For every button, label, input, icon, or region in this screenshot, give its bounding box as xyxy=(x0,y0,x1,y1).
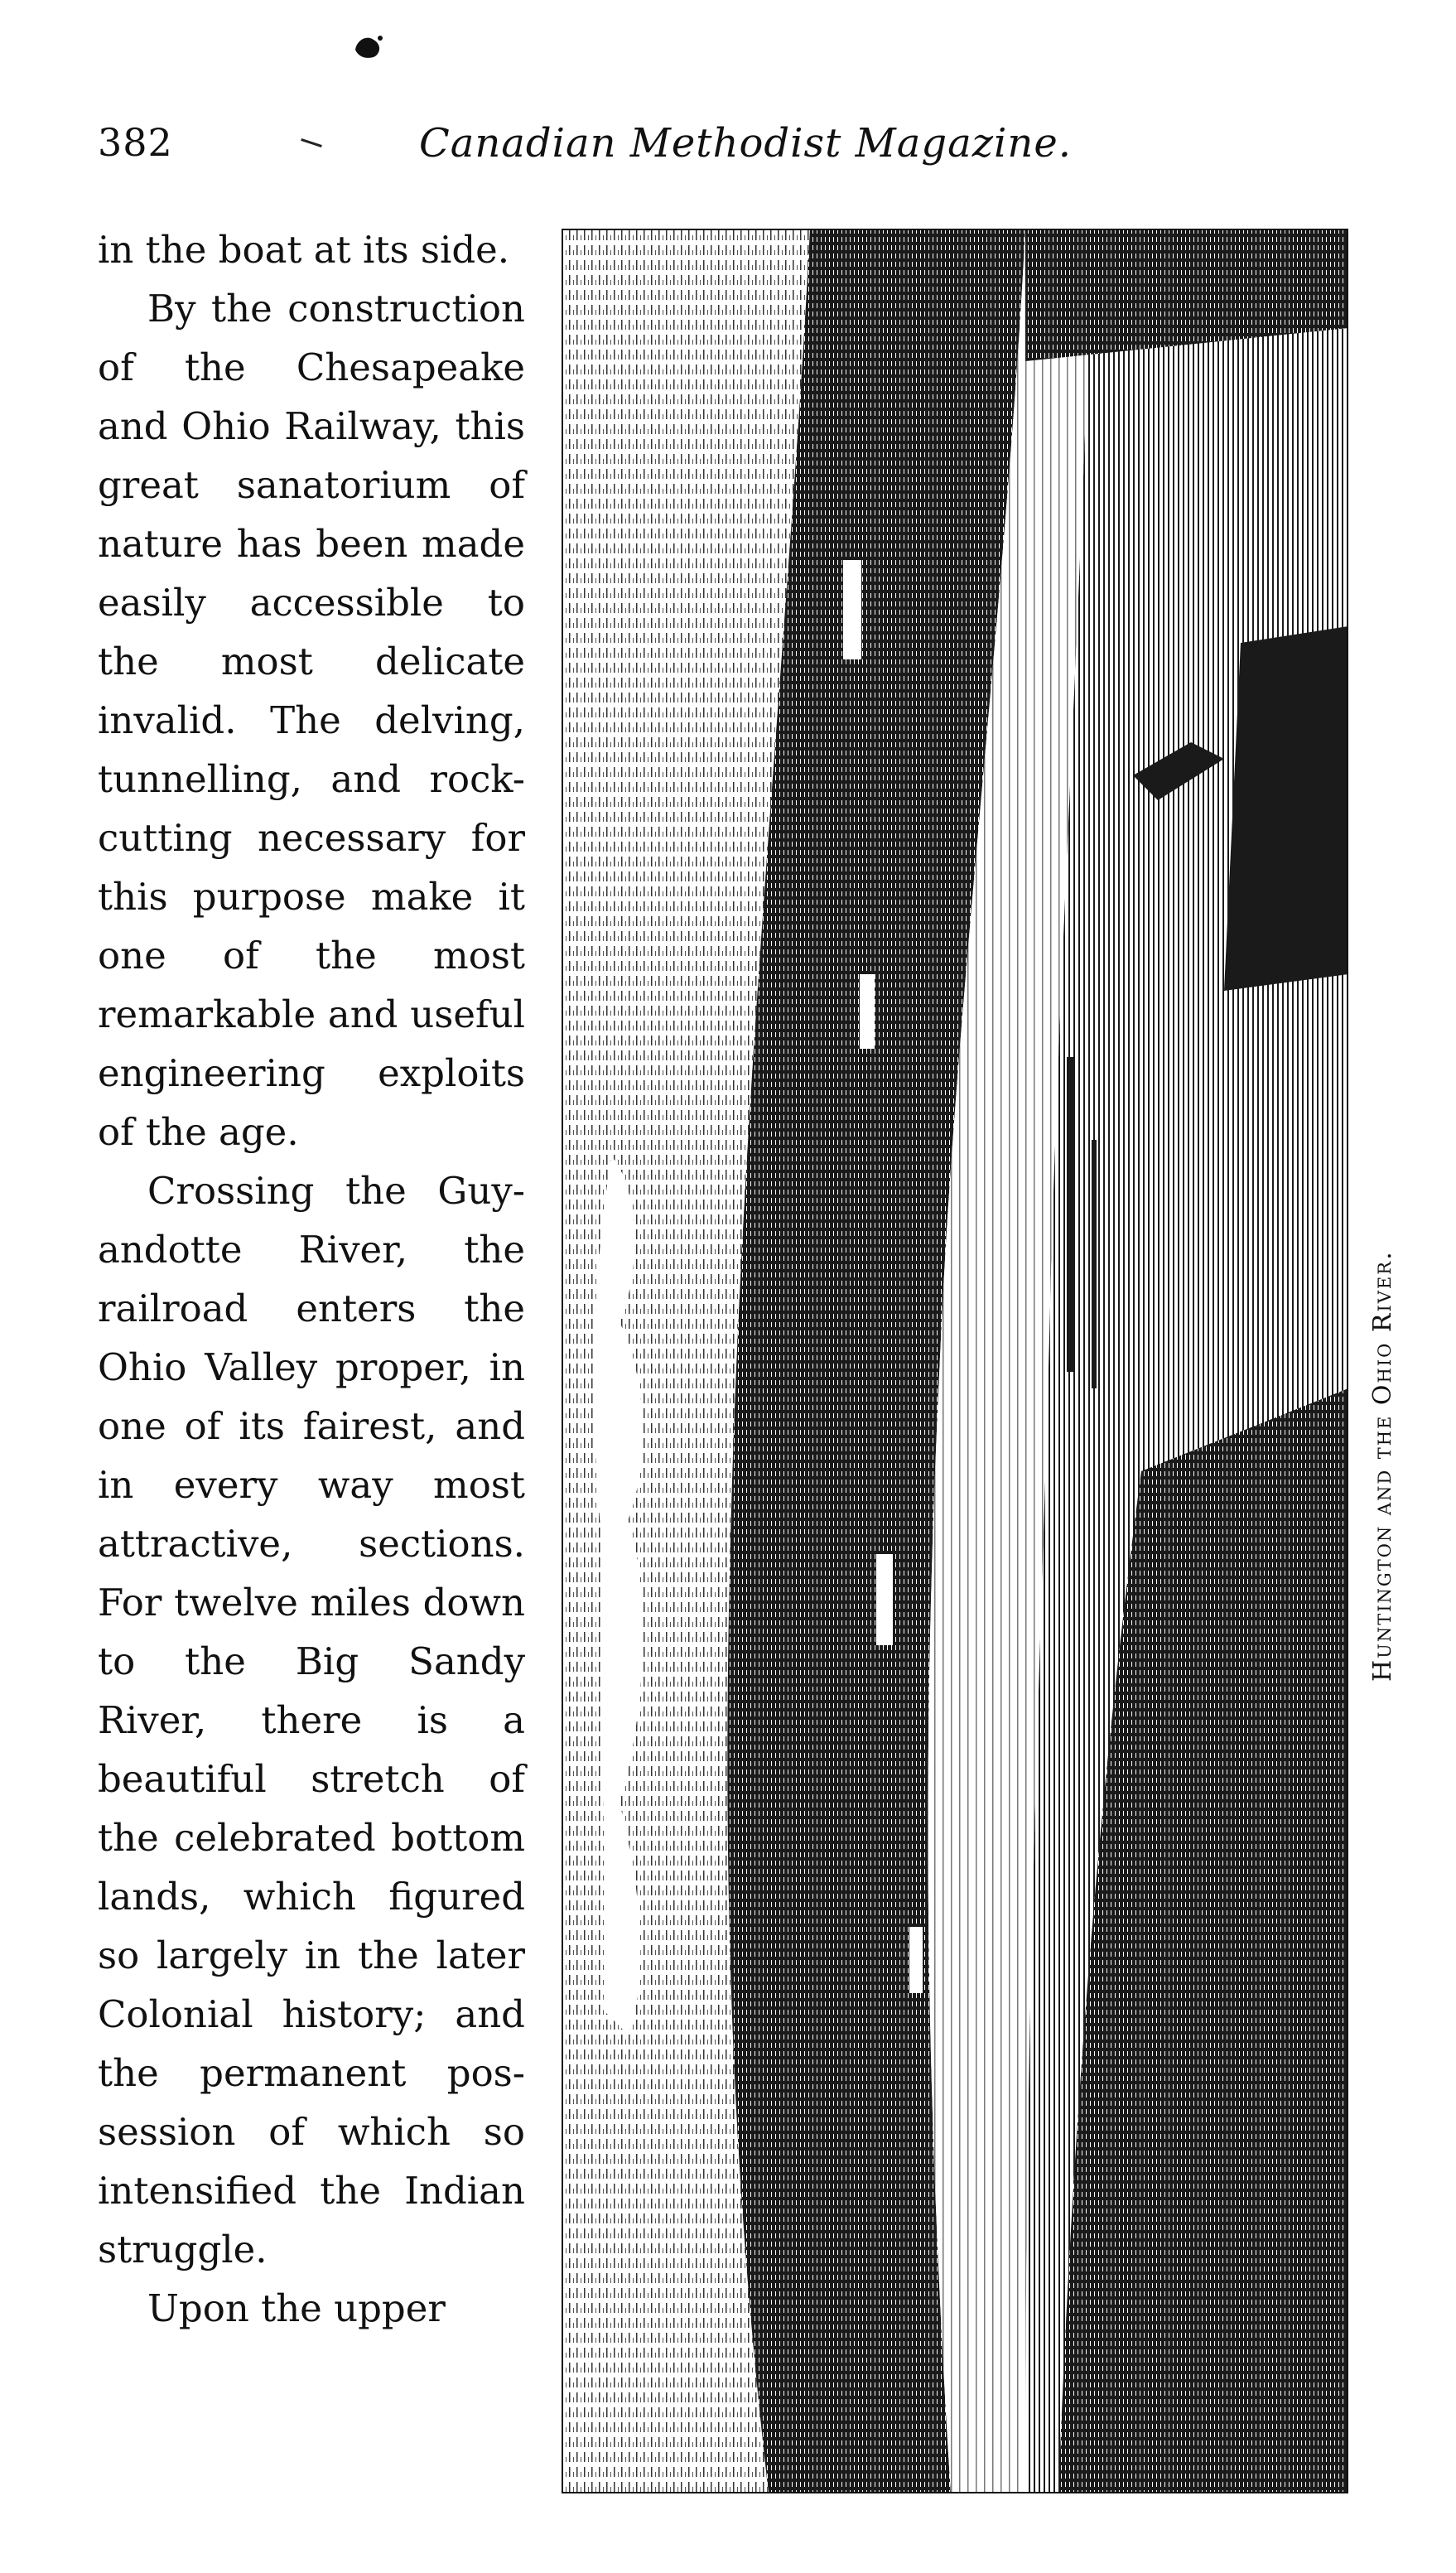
ink-smudge xyxy=(352,33,385,61)
engraving-illustration xyxy=(562,229,1348,2493)
running-title: Canadian Methodist Magazine. xyxy=(419,120,1072,167)
body-paragraph: Upon the upper xyxy=(147,2286,446,2330)
body-paragraph: By the construction of the Chesapeake and Ohio Railway, this great sanatorium of nature has been made easily accessible to the most delicate invalid. The delving, tunnelling, and rock-cutting necessary for this purpose make it one of the most remarkable and useful engineering exploits of the age. xyxy=(98,287,525,1154)
body-paragraph: Crossing the Guyandotte River, the railroad enters the Ohio Valley proper, in one of its fairest, and in every way most attractive, sections. For twelve miles down to the Big Sandy River, there is a beautiful stretch of the celebrated bottom lands, which figured so largely in the later Colonial history; and the permanent possession of which so intensified the Indian struggle. xyxy=(98,1169,525,2271)
running-header xyxy=(98,112,1116,178)
engraving-drawing xyxy=(562,229,1348,2493)
page-number: 382 xyxy=(98,120,173,165)
header-dash-mark xyxy=(301,138,322,147)
body-text-column xyxy=(98,220,525,2338)
illustration-caption: Huntington and the Ohio River. xyxy=(1368,1250,1397,1682)
body-paragraph: in the boat at its side. xyxy=(98,228,510,272)
